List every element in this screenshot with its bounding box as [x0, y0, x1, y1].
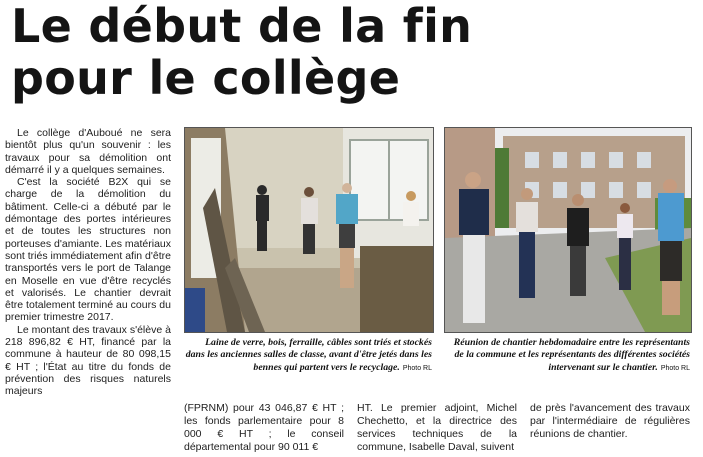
paragraph: Le montant des travaux s'élève à 218 896,82 € HT, financé par la commune à hauteur de 80 098,15 € HT ; l'État au titre du fonds de prévention des risques naturels majeurs	[5, 323, 171, 398]
photo-site-meeting-image	[445, 128, 691, 332]
photo-credit: Photo RL	[660, 364, 690, 372]
article-column-3	[357, 402, 517, 457]
article-column-2	[184, 402, 344, 457]
paragraph: (FPRNM) pour 43 046,87 € HT ; les fonds parlementaire pour 8 000 € HT ; le conseil départemental pour 90 011 €	[184, 402, 344, 453]
paragraph: HT. Le premier adjoint, Michel Chechetto, et la directrice des services techniques de la commune, Isabelle Daval, suivent	[357, 402, 517, 453]
paragraph: C'est la société B2X qui se charge de la démolition du bâtiment. Celle-ci a débuté par le démontage des portes intérieures et de toutes les structures non porteuses d'amiante. Les matériaux sont triés immédiatement afin d'être transportés vers le port de Talange en Moselle en vue d'être recyclés et valorisés. Le chantier devrait être totalement terminé au cours du premier trimestre 2017.	[5, 176, 171, 324]
paragraph: Le collège d'Auboué ne sera bientôt plus qu'un souvenir : les travaux pour sa démolition ont démarré il y a quelques semaines.	[5, 127, 171, 176]
headline-line-2: pour le collège	[11, 51, 401, 105]
paragraph: de près l'avancement des travaux par l'intermédiaire de régulières réunions de chantier.	[530, 402, 690, 440]
photo-classroom-image	[185, 128, 433, 332]
headline	[11, 0, 701, 104]
headline-line-1: Le début de la fin	[11, 0, 473, 53]
article-column-4	[530, 402, 690, 457]
photo-caption-2: Réunion de chantier hebdomadaire entre les représentants de la commune et les représentants des différentes sociétés intervenant sur le chantier. Photo RL	[453, 337, 690, 373]
photo-caption-1: Laine de verre, bois, ferraille, câbles sont triés et stockés dans les anciennes salles de classe, avant d'être jetés dans les bennes qui partent vers le recyclage. Photo RL	[185, 337, 432, 373]
article-column-1	[5, 127, 171, 457]
photo-site-meeting	[444, 127, 692, 333]
photo-classroom	[184, 127, 434, 333]
photo-credit: Photo RL	[402, 364, 432, 372]
